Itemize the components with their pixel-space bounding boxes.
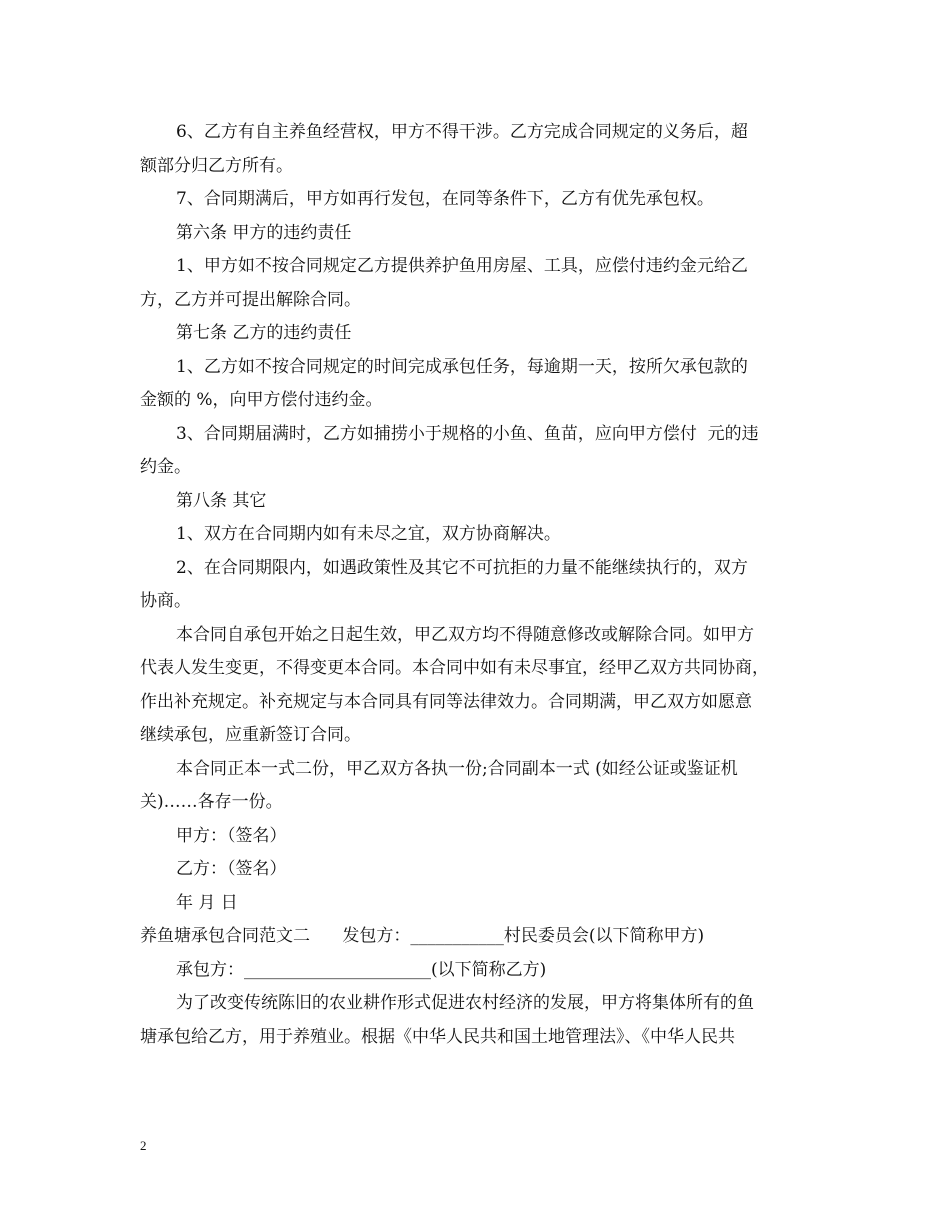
- text-line: 甲方：（签名）: [176, 825, 287, 846]
- text-line: 本合同正本一式二份，甲乙双方各执一份;合同副本一式 (如经公证或鉴证机: [176, 758, 738, 779]
- contract-body-text: [140, 116, 810, 1054]
- text-line: 养鱼塘承包合同范文二 发包方：___________村民委员会(以下简称甲方): [140, 926, 705, 946]
- text-line: 第七条 乙方的违约责任: [176, 323, 352, 343]
- text-line: 代表人发生变更，不得变更本合同。本合同中如有未尽事宜，经甲乙双方共同协商，: [140, 658, 769, 678]
- text-line: 乙方：（签名）: [176, 859, 287, 879]
- text-line: 1、甲方如不按合同规定乙方提供养护鱼用房屋、工具，应偿付违约金元给乙: [176, 256, 748, 276]
- text-line: 承包方：______________________(以下简称乙方): [176, 959, 547, 980]
- text-line: 本合同自承包开始之日起生效，甲乙双方均不得随意修改或解除合同。如甲方: [176, 624, 754, 645]
- text-line: 1、乙方如不按合同规定的时间完成承包任务，每逾期一天，按所欠承包款的: [176, 356, 748, 377]
- text-line: 约金。: [140, 457, 191, 477]
- text-line: 关)……各存一份。: [140, 792, 283, 812]
- text-line: 7、合同期满后，甲方如再行发包，在同等条件下，乙方有优先承包权。: [176, 189, 714, 209]
- text-line: 为了改变传统陈旧的农业耕作形式促进农村经济的发展，甲方将集体所有的鱼: [176, 993, 754, 1013]
- text-line: 1、双方在合同期内如有未尽之宜，双方协商解决。: [176, 524, 561, 544]
- text-line: 协商。: [140, 591, 191, 611]
- text-line: 额部分归乙方所有。: [140, 155, 293, 176]
- text-line: 继续承包，应重新签订合同。: [140, 725, 361, 745]
- text-line: 3、合同期届满时，乙方如捕捞小于规格的小鱼、鱼苗，应向甲方偿付 元的违: [176, 423, 759, 444]
- text-line: 6、乙方有自主养鱼经营权，甲方不得干涉。乙方完成合同规定的义务后，超: [176, 122, 748, 142]
- text-line: 第八条 其它: [176, 490, 267, 511]
- text-line: 金额的 %，向甲方偿付违约金。: [140, 390, 383, 410]
- page-number: 2: [140, 1138, 147, 1153]
- text-line: 年 月 日: [176, 892, 238, 913]
- text-line: 塘承包给乙方，用于养殖业。根据《中华人民共和国土地管理法》、《中华人民共: [140, 1026, 735, 1047]
- text-line: 2、在合同期限内，如遇政策性及其它不可抗拒的力量不能继续执行的，双方: [176, 557, 748, 578]
- text-line: 方，乙方并可提出解除合同。: [140, 289, 361, 310]
- text-line: 作出补充规定。补充规定与本合同具有同等法律效力。合同期满，甲乙双方如愿意: [140, 691, 752, 712]
- text-line: 第六条 甲方的违约责任: [176, 222, 352, 243]
